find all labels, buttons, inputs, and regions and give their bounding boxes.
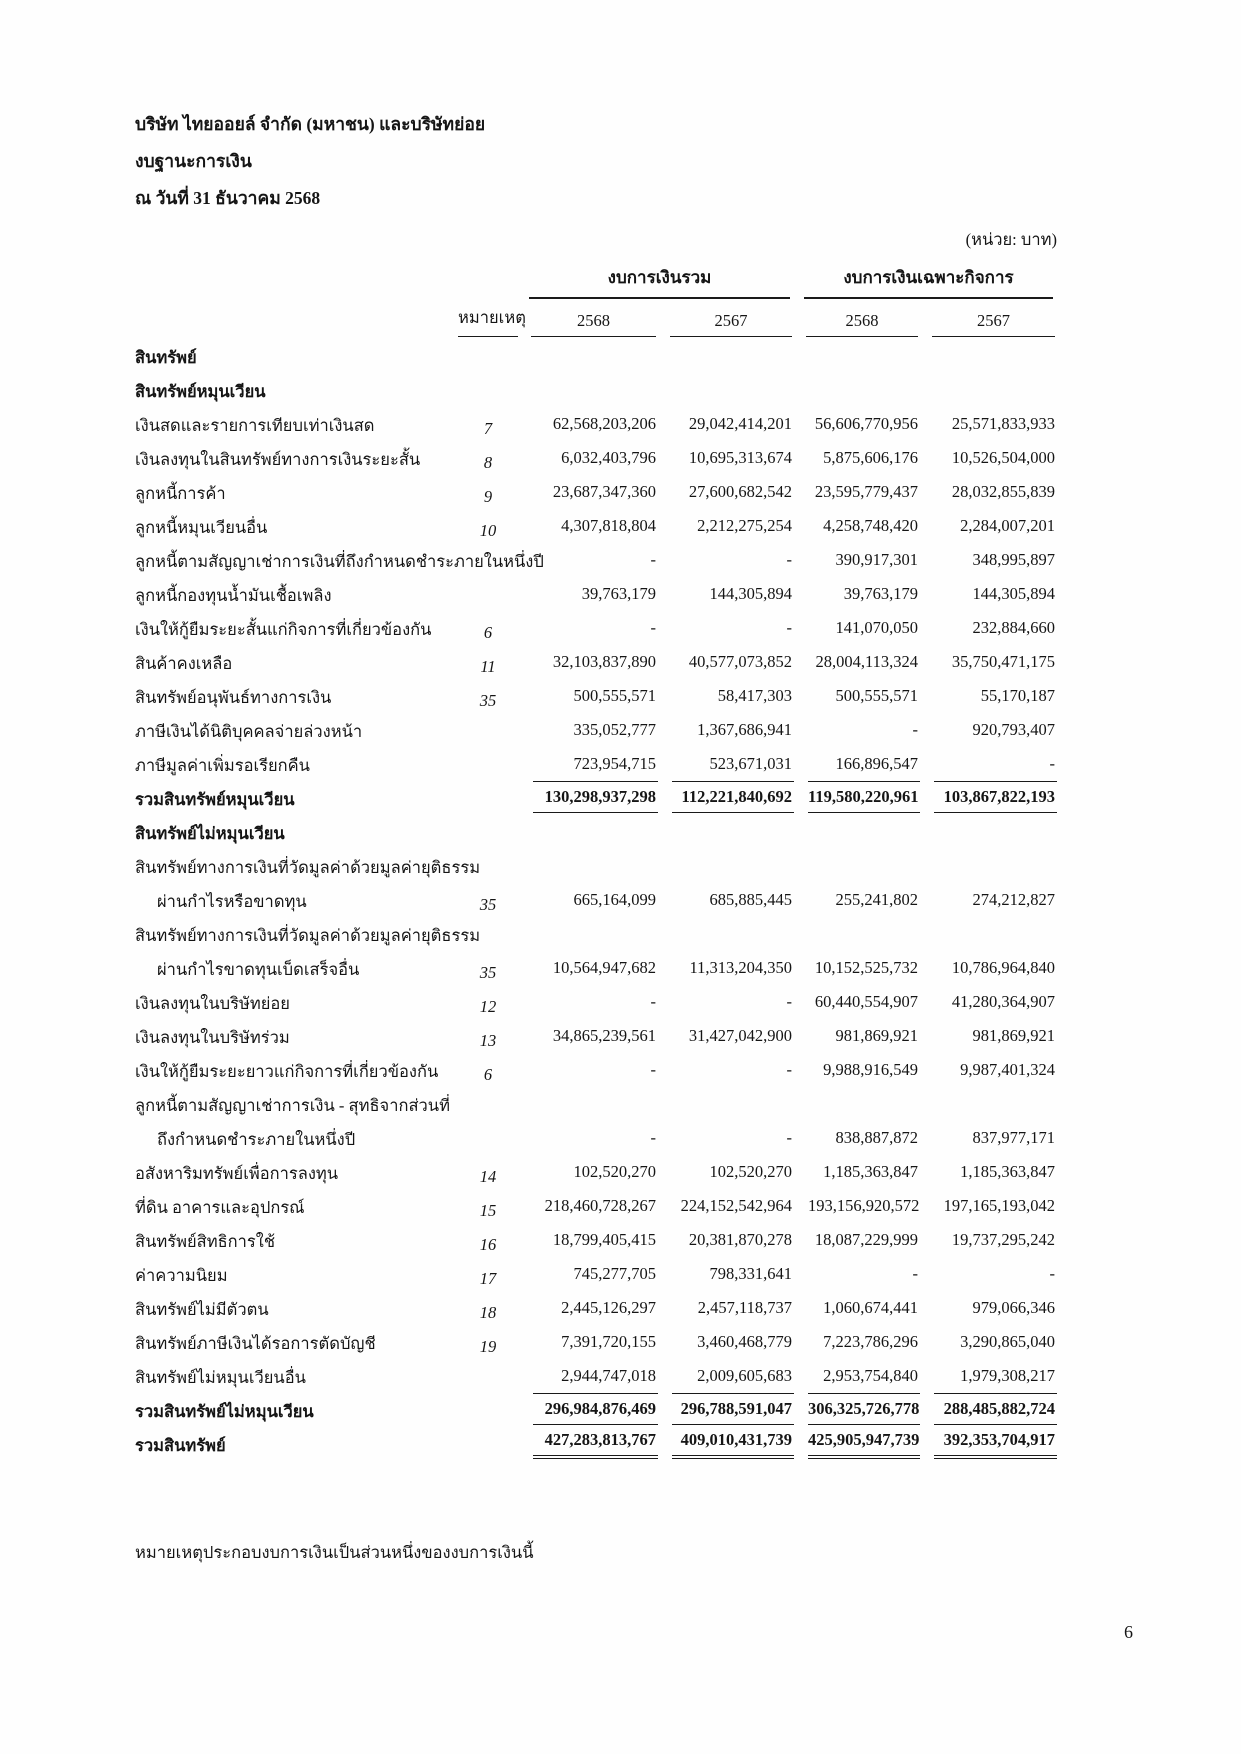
value-cell: 27,600,682,542 <box>688 482 792 501</box>
value-cell: 29,042,414,201 <box>688 414 792 433</box>
table-row <box>135 439 1057 473</box>
value-cell: 2,212,275,254 <box>697 516 792 535</box>
row-label: ลูกหนี้กองทุนน้ำมันเชื้อเพลิง <box>135 586 332 605</box>
note-cell: 14 <box>479 1167 497 1186</box>
table-row <box>135 1357 1057 1391</box>
value-cell: 979,066,346 <box>972 1298 1056 1317</box>
note-cell <box>457 1425 519 1459</box>
value-cell: 335,052,777 <box>573 720 656 739</box>
table-row <box>135 677 1057 711</box>
value-cell: 4,307,818,804 <box>561 516 656 535</box>
row-label: สินทรัพย์ไม่มีตัวตน <box>135 1300 269 1319</box>
table-row <box>135 507 1057 541</box>
value-cell <box>519 813 658 847</box>
row-label: ลูกหนี้ตามสัญญาเช่าการเงินที่ถึงกำหนดชำระภายในหนึ่งปี <box>135 552 544 571</box>
value-cell: 390,917,301 <box>835 550 918 569</box>
value-cell <box>920 813 1057 847</box>
table-row <box>135 405 1057 439</box>
table-row <box>135 643 1057 677</box>
note-cell <box>457 1119 519 1153</box>
row-label: ภาษีเงินได้นิติบุคคลจ่ายล่วงหน้า <box>135 722 363 741</box>
value-cell: 32,103,837,890 <box>552 652 656 671</box>
row-label: ที่ดิน อาคารและอุปกรณ์ <box>135 1198 305 1217</box>
row-label: สินทรัพย์ทางการเงินที่วัดมูลค่าด้วยมูลค่ายุติธรรม <box>135 858 481 877</box>
value-cell: 41,280,364,907 <box>951 992 1056 1011</box>
row-label: สินทรัพย์ทางการเงินที่วัดมูลค่าด้วยมูลค่ายุติธรรม <box>135 926 481 945</box>
value-cell: 723,954,715 <box>573 754 656 773</box>
note-cell <box>457 813 519 847</box>
value-cell: 218,460,728,267 <box>544 1196 656 1215</box>
group-header-consolidated: งบการเงินรวม <box>529 264 790 299</box>
value-cell: 119,580,220,961 <box>794 779 920 813</box>
table-row <box>135 1153 1057 1187</box>
value-cell: - <box>786 992 792 1011</box>
value-cell: 25,571,833,933 <box>951 414 1056 433</box>
table-row <box>135 473 1057 507</box>
note-cell <box>457 371 519 405</box>
column-group-header-row <box>135 259 1057 299</box>
row-label: สินทรัพย์อนุพันธ์ทางการเงิน <box>135 688 332 707</box>
value-cell: 523,671,031 <box>709 754 792 773</box>
table-row <box>135 779 1057 813</box>
row-label: ภาษีมูลค่าเพิ่มรอเรียกคืน <box>135 756 310 775</box>
note-cell <box>457 1357 519 1391</box>
value-cell: 2,457,118,737 <box>697 1298 792 1317</box>
value-cell: 838,887,872 <box>835 1128 918 1147</box>
note-cell: 12 <box>479 997 497 1016</box>
table-row <box>135 371 1057 405</box>
row-label: สินทรัพย์หมุนเวียน <box>135 382 266 401</box>
value-cell: - <box>650 550 656 569</box>
row-label: ถึงกำหนดชำระภายในหนึ่งปี <box>157 1130 356 1149</box>
row-label: สินทรัพย์ไม่หมุนเวียน <box>135 824 285 843</box>
note-column-header: หมายเหตุ <box>458 305 518 337</box>
value-cell: 2,284,007,201 <box>960 516 1056 535</box>
value-cell: 35,750,471,175 <box>951 652 1056 671</box>
value-cell: 10,786,964,840 <box>951 958 1056 977</box>
value-cell: 55,170,187 <box>980 686 1056 705</box>
table-row <box>135 575 1057 609</box>
statement-title: งบฐานะการเงิน <box>135 151 252 171</box>
value-cell: 920,793,407 <box>972 720 1056 739</box>
note-cell: 35 <box>479 691 497 710</box>
value-cell: 39,763,179 <box>581 584 656 603</box>
value-cell: 144,305,894 <box>709 584 792 603</box>
table-row <box>135 813 1057 847</box>
footnote: หมายเหตุประกอบงบการเงินเป็นส่วนหนึ่งของงบการเงินนี้ <box>135 1543 534 1562</box>
value-cell: 60,440,554,907 <box>814 992 918 1011</box>
note-cell: 6 <box>483 1065 493 1084</box>
value-cell <box>519 371 658 405</box>
value-cell: 981,869,921 <box>835 1026 918 1045</box>
value-cell <box>794 915 920 949</box>
table-row <box>135 1119 1057 1153</box>
value-cell: 2,944,747,018 <box>561 1366 656 1385</box>
value-cell: 232,884,660 <box>972 618 1056 637</box>
row-label: สินทรัพย์ไม่หมุนเวียนอื่น <box>135 1368 306 1387</box>
value-cell <box>658 371 794 405</box>
group-header-separate: งบการเงินเฉพาะกิจการ <box>804 264 1053 299</box>
value-cell: 425,905,947,739 <box>794 1425 920 1459</box>
value-cell <box>519 337 658 371</box>
table-row <box>135 1255 1057 1289</box>
value-cell <box>794 813 920 847</box>
value-cell: 10,526,504,000 <box>951 448 1056 467</box>
value-cell: 1,185,363,847 <box>823 1162 918 1181</box>
table-row <box>135 1289 1057 1323</box>
table-row <box>135 1323 1057 1357</box>
balance-sheet-table <box>135 259 1057 1459</box>
value-cell: 23,687,347,360 <box>552 482 656 501</box>
value-cell: 1,060,674,441 <box>823 1298 918 1317</box>
row-label: สินค้าคงเหลือ <box>135 654 233 673</box>
note-cell <box>457 745 519 779</box>
row-label: สินทรัพย์สิทธิการใช้ <box>135 1232 276 1251</box>
note-cell <box>457 337 519 371</box>
value-cell: 3,460,468,779 <box>697 1332 792 1351</box>
value-cell <box>920 915 1057 949</box>
value-cell <box>920 371 1057 405</box>
note-cell: 8 <box>483 453 493 472</box>
value-cell: 427,283,813,767 <box>519 1425 658 1459</box>
value-cell: 2,445,126,297 <box>561 1298 656 1317</box>
value-cell: 10,564,947,682 <box>552 958 656 977</box>
value-cell: 296,984,876,469 <box>519 1391 658 1425</box>
value-cell: 7,223,786,296 <box>823 1332 918 1351</box>
row-label: สินทรัพย์ <box>135 348 197 367</box>
row-label: อสังหาริมทรัพย์เพื่อการลงทุน <box>135 1164 339 1183</box>
value-cell: 141,070,050 <box>835 618 918 637</box>
value-cell <box>519 915 658 949</box>
row-label: ค่าความนิยม <box>135 1266 228 1285</box>
value-cell: 296,788,591,047 <box>658 1391 794 1425</box>
value-cell: 103,867,822,193 <box>920 779 1057 813</box>
value-cell: 11,313,204,350 <box>689 958 792 977</box>
value-cell: 28,032,855,839 <box>951 482 1056 501</box>
note-cell: 16 <box>479 1235 497 1254</box>
table-row <box>135 541 1057 575</box>
value-cell <box>794 337 920 371</box>
unit-label: (หน่วย: บาท) <box>965 230 1057 249</box>
value-cell <box>519 1085 658 1119</box>
note-cell: 18 <box>479 1303 497 1322</box>
year-header-consolidated-2567: 2567 <box>670 311 792 337</box>
table-row <box>135 881 1057 915</box>
value-cell: 112,221,840,692 <box>658 779 794 813</box>
value-cell: 409,010,431,739 <box>658 1425 794 1459</box>
value-cell: 3,290,865,040 <box>960 1332 1056 1351</box>
row-label: เงินให้กู้ยืมระยะสั้นแก่กิจการที่เกี่ยวข้องกัน <box>135 620 432 639</box>
value-cell: 31,427,042,900 <box>688 1026 792 1045</box>
row-label: รวมสินทรัพย์ไม่หมุนเวียน <box>135 1402 314 1421</box>
table-row <box>135 1221 1057 1255</box>
page-number: 6 <box>1124 1622 1133 1642</box>
value-cell: 130,298,937,298 <box>519 779 658 813</box>
value-cell: 18,799,405,415 <box>552 1230 656 1249</box>
table-row <box>135 711 1057 745</box>
value-cell: 20,381,870,278 <box>688 1230 792 1249</box>
row-label: ลูกหนี้ตามสัญญาเช่าการเงิน - สุทธิจากส่วนที่ <box>135 1096 450 1115</box>
value-cell: 224,152,542,964 <box>680 1196 792 1215</box>
value-cell: 197,165,193,042 <box>943 1196 1056 1215</box>
year-header-consolidated-2568: 2568 <box>531 311 656 337</box>
row-label: ผ่านกำไรขาดทุนเบ็ดเสร็จอื่น <box>157 960 360 979</box>
value-cell: - <box>650 1060 656 1079</box>
value-cell: 288,485,882,724 <box>920 1391 1057 1425</box>
year-header-separate-2567: 2567 <box>932 311 1055 337</box>
table-row <box>135 1051 1057 1085</box>
row-label: เงินลงทุนในบริษัทร่วม <box>135 1028 290 1047</box>
value-cell: - <box>912 720 918 739</box>
value-cell <box>658 847 794 881</box>
value-cell <box>794 1085 920 1119</box>
table-row <box>135 1187 1057 1221</box>
row-label: ลูกหนี้หมุนเวียนอื่น <box>135 518 268 537</box>
note-cell: 15 <box>479 1201 497 1220</box>
value-cell: 10,152,525,732 <box>814 958 918 977</box>
row-label: เงินลงทุนในสินทรัพย์ทางการเงินระยะสั้น <box>135 450 421 469</box>
table-row <box>135 915 1057 949</box>
table-row <box>135 337 1057 371</box>
value-cell: 274,212,827 <box>972 890 1056 909</box>
value-cell: 7,391,720,155 <box>561 1332 656 1351</box>
note-cell <box>457 779 519 813</box>
value-cell <box>658 813 794 847</box>
table-row <box>135 1085 1057 1119</box>
value-cell: 19,737,295,242 <box>951 1230 1056 1249</box>
value-cell: 5,875,606,176 <box>823 448 918 467</box>
company-name: บริษัท ไทยออยล์ จำกัด (มหาชน) และบริษัทย่อย <box>135 114 486 134</box>
table-row <box>135 1017 1057 1051</box>
note-cell: 19 <box>479 1337 497 1356</box>
value-cell: 23,595,779,437 <box>814 482 918 501</box>
value-cell <box>920 1085 1057 1119</box>
value-cell: 4,258,748,420 <box>823 516 918 535</box>
note-cell <box>457 711 519 745</box>
value-cell: 392,353,704,917 <box>920 1425 1057 1459</box>
year-header-row <box>135 299 1057 337</box>
value-cell: 1,367,686,941 <box>697 720 792 739</box>
row-label: ลูกหนี้การค้า <box>135 484 226 503</box>
value-cell: 6,032,403,796 <box>561 448 656 467</box>
value-cell: 34,865,239,561 <box>552 1026 656 1045</box>
note-cell: 10 <box>479 521 497 540</box>
value-cell: 40,577,073,852 <box>688 652 792 671</box>
value-cell: - <box>1049 1264 1056 1283</box>
value-cell: 665,164,099 <box>573 890 656 909</box>
value-cell <box>920 847 1057 881</box>
note-cell: 17 <box>479 1269 497 1288</box>
value-cell: 1,979,308,217 <box>960 1366 1056 1385</box>
row-label: เงินสดและรายการเทียบเท่าเงินสด <box>135 416 375 435</box>
value-cell: 837,977,171 <box>972 1128 1056 1147</box>
value-cell: 798,331,641 <box>709 1264 792 1283</box>
value-cell: - <box>912 1264 918 1283</box>
value-cell: 500,555,571 <box>573 686 656 705</box>
row-label: รวมสินทรัพย์หมุนเวียน <box>135 790 295 809</box>
value-cell: 18,087,229,999 <box>814 1230 918 1249</box>
value-cell: 58,417,303 <box>717 686 792 705</box>
note-cell <box>457 1391 519 1425</box>
note-cell: 7 <box>483 419 493 438</box>
table-row <box>135 609 1057 643</box>
value-cell: 9,988,916,549 <box>823 1060 918 1079</box>
row-label: ผ่านกำไรหรือขาดทุน <box>157 892 307 911</box>
value-cell <box>794 847 920 881</box>
table-row <box>135 983 1057 1017</box>
table-row <box>135 949 1057 983</box>
value-cell: 745,277,705 <box>573 1264 656 1283</box>
value-cell: 10,695,313,674 <box>688 448 792 467</box>
value-cell: 981,869,921 <box>972 1026 1056 1045</box>
value-cell: - <box>786 550 792 569</box>
value-cell: 1,185,363,847 <box>960 1162 1056 1181</box>
note-cell <box>457 575 519 609</box>
note-cell: 13 <box>479 1031 497 1050</box>
value-cell <box>658 1085 794 1119</box>
row-label: เงินให้กู้ยืมระยะยาวแก่กิจการที่เกี่ยวข้องกัน <box>135 1062 439 1081</box>
value-cell: - <box>650 618 656 637</box>
value-cell: 62,568,203,206 <box>552 414 656 433</box>
value-cell: 255,241,802 <box>835 890 918 909</box>
table-row <box>135 1425 1057 1459</box>
value-cell: 166,896,547 <box>835 754 918 773</box>
value-cell: 306,325,726,778 <box>794 1391 920 1425</box>
as-of-date: ณ วันที่ 31 ธันวาคม 2568 <box>135 188 321 208</box>
value-cell: 102,520,270 <box>573 1162 656 1181</box>
value-cell: 9,987,401,324 <box>960 1060 1056 1079</box>
value-cell <box>658 337 794 371</box>
value-cell: 348,995,897 <box>972 550 1056 569</box>
row-label: สินทรัพย์ภาษีเงินได้รอการตัดบัญชี <box>135 1334 376 1353</box>
value-cell: - <box>650 992 656 1011</box>
table-row <box>135 847 1057 881</box>
value-cell <box>794 371 920 405</box>
table-row <box>135 1391 1057 1425</box>
value-cell: 500,555,571 <box>835 686 918 705</box>
value-cell: - <box>1049 754 1056 773</box>
value-cell: 193,156,920,572 <box>808 1196 920 1215</box>
value-cell: - <box>650 1128 656 1147</box>
value-cell <box>658 915 794 949</box>
value-cell: - <box>786 1128 792 1147</box>
value-cell: 685,885,445 <box>709 890 792 909</box>
note-cell: 35 <box>479 963 497 982</box>
value-cell: 2,953,754,840 <box>823 1366 918 1385</box>
value-cell <box>920 337 1057 371</box>
value-cell: - <box>786 618 792 637</box>
table-row <box>135 745 1057 779</box>
value-cell: 28,004,113,324 <box>815 652 918 671</box>
row-label: เงินลงทุนในบริษัทย่อย <box>135 994 290 1013</box>
value-cell: - <box>786 1060 792 1079</box>
row-label: รวมสินทรัพย์ <box>135 1436 226 1455</box>
note-cell: 11 <box>480 657 496 676</box>
value-cell: 102,520,270 <box>709 1162 792 1181</box>
note-cell: 35 <box>479 895 497 914</box>
value-cell: 56,606,770,956 <box>814 414 918 433</box>
note-cell <box>457 1085 519 1119</box>
value-cell: 2,009,605,683 <box>697 1366 792 1385</box>
value-cell: 144,305,894 <box>972 584 1056 603</box>
year-header-separate-2568: 2568 <box>806 311 918 337</box>
note-cell: 9 <box>483 487 493 506</box>
value-cell <box>519 847 658 881</box>
statement-content <box>135 106 1057 1459</box>
note-cell: 6 <box>483 623 493 642</box>
value-cell: 39,763,179 <box>843 584 918 603</box>
